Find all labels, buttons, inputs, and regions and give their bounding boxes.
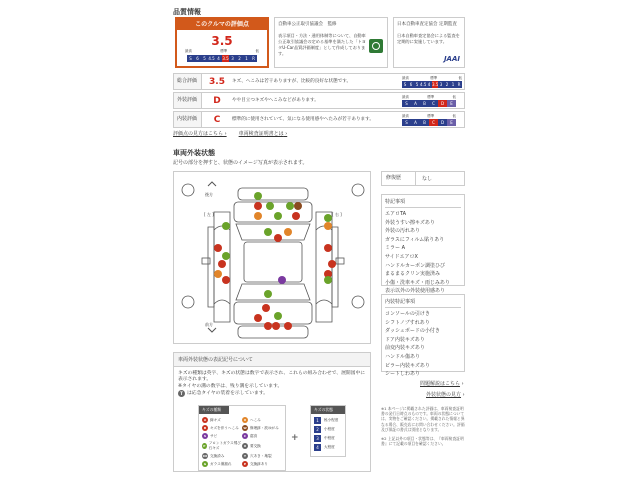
rating-scale-cell: A (411, 119, 420, 126)
kind-legend-dot: B (203, 426, 207, 430)
jaai-audit-box (393, 17, 465, 68)
list-item: ダッシュボードの小付き (385, 328, 440, 335)
kind-legend-dot: S (203, 434, 207, 438)
rating-scale-cell: C (429, 119, 438, 126)
list-item: ガラスにフィルム貼りあり (385, 236, 445, 243)
damage-marker[interactable] (222, 276, 230, 284)
damage-marker[interactable] (324, 222, 332, 230)
badge-scale-cell: 5 (201, 55, 208, 62)
kind-legend-item (202, 417, 242, 423)
kind-legend-item (202, 453, 242, 459)
damage-marker[interactable] (214, 244, 222, 252)
damage-marker[interactable] (284, 322, 292, 330)
kind-legend-label: へこみ (250, 417, 261, 422)
rating-scale-cell: E (447, 100, 456, 107)
spare-tire-icon: T (178, 390, 185, 397)
state-legend-label: 小程度 (324, 427, 335, 431)
scale-label-low: 低 (458, 75, 462, 80)
exterior-subtitle: 記号の部分を押すと、状態のイメージ写真が表示されます。 (173, 160, 308, 166)
interior-items-box (381, 294, 465, 378)
state-legend-item (314, 435, 342, 442)
rating-scale-cell: B (420, 100, 429, 107)
rating-text: 標準的に使用されていて、気になる使用感やへたみが若干あります。 (232, 116, 374, 122)
rating-scale-cell: 6 (409, 81, 413, 87)
kind-legend-dot: P (203, 444, 206, 448)
badge-scale-cell: R (250, 55, 257, 62)
rating-scale (402, 119, 464, 126)
kind-legend-item (242, 441, 282, 451)
ratings-table (173, 73, 465, 130)
legend-text-1: キズの種類は英字、キズの状態は数字で表示され、これらの組み合わせで、展開図中に表示されます。 (178, 371, 366, 383)
list-item: ミラー A (385, 245, 406, 252)
kind-legend-item (242, 461, 282, 467)
inspector-link[interactable]: 車両検査証明書とは › (238, 131, 288, 137)
damage-marker[interactable] (264, 228, 272, 236)
kind-legend-label: ガラス傷割れ (210, 461, 232, 466)
damage-marker[interactable] (274, 234, 282, 242)
state-legend-title: キズの状態 (311, 406, 345, 414)
scale-label-std: 標準 (430, 75, 438, 80)
state-legend-label: 中程度 (324, 436, 335, 440)
interior-items-title: 内装特記事項 (385, 298, 461, 308)
rating-scale-cell: C (429, 100, 438, 107)
damage-marker[interactable] (254, 192, 262, 200)
rating-scale (402, 81, 464, 88)
damage-marker[interactable] (294, 202, 302, 210)
list-item: 外装の汚れあり (385, 228, 421, 235)
list-item: ドア内装キズあり (385, 336, 425, 343)
kind-legend-label: 線キズ (210, 417, 221, 422)
rating-scale-cell: R (457, 81, 461, 87)
rating-label: 外装評価 (174, 93, 202, 108)
damage-marker[interactable] (254, 212, 262, 220)
badge-label-low: 低 (255, 49, 259, 53)
kind-legend-dot: X (243, 444, 247, 448)
rating-scale-cell: 1 (451, 81, 455, 87)
rating-scale-cell: 3.5 (432, 81, 439, 87)
car-outline (174, 172, 372, 345)
damage-marker[interactable] (254, 314, 262, 322)
special-items-box (381, 194, 465, 295)
state-legend-item (314, 426, 342, 433)
rating-scale-cell: D (438, 119, 447, 126)
kind-legend-item (242, 433, 282, 439)
repair-history (381, 171, 465, 186)
kind-legend-label: 要交換 (250, 443, 261, 448)
kind-legend-dot: U (243, 418, 247, 422)
legend-box (173, 352, 371, 472)
kind-legend-dot: G (203, 462, 207, 466)
list-item: 前変内装キズあり (385, 345, 425, 352)
rating-scale-cell: 2 (445, 81, 449, 87)
state-legend-num: 4 (314, 444, 321, 451)
damage-marker[interactable] (222, 252, 230, 260)
kind-legend-item (202, 441, 242, 451)
badge-scale-cell: 3.5 (222, 56, 229, 61)
rating-scale-cell: B (420, 119, 429, 126)
scale-label-std: 標準 (427, 113, 435, 118)
legend-text-2: ※タイヤの溝の数字は、残り溝を示しています。 (178, 383, 283, 389)
state-legend (310, 405, 346, 457)
kind-legend-dot: Y (243, 454, 247, 458)
scale-label-std: 標準 (427, 94, 435, 99)
rating-scale-cell: E (447, 119, 456, 126)
repair-label: 修復歴 (382, 172, 416, 185)
kind-legend-label: 腐食 (250, 433, 258, 438)
rating-scale-cell: D (438, 100, 447, 107)
plus-icon: + (291, 433, 299, 443)
damage-marker[interactable] (266, 202, 274, 210)
note-2: ※2 上記以外の項目・状態等は、『車両検査証明書』にて記載の項目を確認ください。 (381, 436, 464, 447)
list-item: エアロTA (385, 211, 407, 217)
kind-legend-label: 交換済み (210, 453, 225, 458)
rating-label: 総合評価 (174, 74, 202, 89)
scale-label-best: 最高 (402, 75, 409, 80)
damage-marker[interactable] (324, 276, 332, 284)
jaai-seal-icon (369, 39, 383, 53)
eval-badge-title: このクルマの評価点 (177, 19, 267, 30)
rating-scale-cell: S (402, 100, 411, 107)
rating-grade: C (213, 114, 221, 125)
list-item: 表示以外の外装使用感あり (385, 288, 446, 295)
kind-legend-dot: W (243, 426, 247, 430)
rating-scale-cell: A (411, 100, 420, 107)
list-item: コンソールの引けき (385, 311, 430, 317)
kind-legend-title: キズの種類 (199, 406, 229, 414)
list-item: サイドエアロX (385, 253, 418, 260)
badge-scale-cell: 2 (236, 55, 243, 62)
state-legend-label: 大程度 (324, 445, 335, 449)
special-items-title: 特記事項 (385, 198, 461, 208)
badge-label-std: 標準 (220, 49, 228, 53)
state-legend-num: 3 (314, 435, 321, 442)
badge-scale-cell: 6 (194, 55, 201, 62)
label-rear: 後方 (205, 192, 213, 197)
kind-legend-label: 修理跡・波ゆがみ (250, 425, 279, 430)
legend-text-3: は応急タイヤの装着を示しています。 (187, 390, 269, 396)
scale-label-best: 最高 (402, 113, 409, 118)
badge-scale-cell: 1 (243, 55, 250, 62)
state-legend-num: 2 (314, 426, 321, 433)
kind-legend-label: 交換跡あり (250, 461, 268, 466)
scale-label-best: 最高 (402, 94, 409, 99)
kind-legend-item (202, 461, 242, 467)
label-right: [ 右 ] (332, 212, 342, 217)
damage-marker[interactable] (218, 260, 226, 268)
rating-grade: D (213, 95, 221, 106)
label-left: [ 左 ] (204, 212, 214, 217)
state-legend-item (314, 417, 342, 424)
kind-legend-item (242, 417, 282, 423)
jaai-org-box (274, 17, 388, 68)
kind-legend-label: 穴あき・亀裂 (250, 453, 272, 458)
label-front: 前方 (205, 322, 213, 327)
kind-legend-dot: A (203, 418, 207, 422)
damage-marker[interactable] (264, 290, 272, 298)
note-1: ※1 本ページに掲載された評価は、車両検査証明書の発行日時点のものです。車両の状態については、実物をご確認ください。掲載された情報と異なる場合、販売店にお問い合わせください。評価及び保証の書式は別途となります。 (381, 406, 465, 432)
jaai-org-title: 自動車公正取引協議会 監修 (278, 22, 337, 27)
scale-label-low: 低 (452, 113, 456, 118)
list-item: ハンドルカーボン調塗ひび (385, 262, 446, 269)
badge-scale-cell: S (187, 55, 194, 62)
repair-value: なし (422, 176, 433, 182)
kind-legend-label: サビ (210, 433, 218, 438)
kind-legend-item (242, 453, 282, 459)
damage-marker[interactable] (274, 212, 282, 220)
rating-scale (402, 100, 464, 107)
state-legend-label: 極小程度 (324, 418, 339, 422)
list-item: ピラー内装キズあり (385, 362, 430, 369)
damage-marker[interactable] (254, 202, 262, 210)
rating-text: キズ、へこみは若干ありますが、比較的良好な状態です。 (232, 78, 352, 84)
rating-row (173, 111, 465, 128)
damage-marker[interactable] (324, 244, 332, 252)
jaai-org-text: 表示項目・方法・通用体制等について、自動車公正取引協議会の定める基準を満たした「トヨタU-Car品質評価制度」として作成しております。 (278, 33, 366, 56)
badge-scale-cell: 3 (229, 55, 236, 62)
jaai-audit-text: 日本自動車査定協会による監査を定期的に実施しています。 (397, 33, 460, 44)
quality-section-title: 品質情報 (173, 8, 201, 16)
eval-badge-score: 3.5 (211, 34, 233, 48)
kind-legend-label: フロントガラス飛び石キズ (208, 441, 241, 450)
eval-guide-link[interactable]: 評価点の見方はこちら › (173, 131, 227, 137)
rating-scale-cell: 3 (439, 81, 443, 87)
rating-label: 内装評価 (174, 112, 202, 127)
damage-marker[interactable] (264, 322, 272, 330)
damage-marker[interactable] (278, 276, 286, 284)
notes (381, 406, 467, 446)
rating-row (173, 73, 465, 90)
damage-marker[interactable] (274, 312, 282, 320)
eval-badge (175, 17, 269, 68)
list-item: シートしわあり (385, 371, 421, 378)
jaai-audit-title: 日本自動車査定協会 定期監査 (397, 22, 457, 27)
legend-title: 車両外装状態の表記記号について (174, 353, 370, 367)
damage-marker[interactable] (328, 260, 336, 268)
badge-scale-cell: 4.5 (208, 56, 215, 61)
kind-legend-label: キズを伴うへこみ (210, 425, 239, 430)
rating-text: やや目立つキズやへこみなどがあります。 (232, 97, 319, 103)
rating-scale-cell: 5 (415, 81, 419, 87)
list-item: 外装うすい擦キズあり (385, 219, 435, 226)
damage-marker[interactable] (262, 304, 270, 312)
scale-label-low: 低 (452, 94, 456, 99)
rating-grade: 3.5 (209, 76, 225, 87)
kind-legend (198, 405, 286, 471)
condition-link[interactable]: 問題解説はこちら › (420, 381, 464, 387)
kind-legend-item (202, 433, 242, 439)
rating-scale-cell: S (403, 81, 407, 87)
kind-legend-item (202, 425, 242, 431)
damage-marker[interactable] (292, 212, 300, 220)
kind-legend-dot: C (243, 434, 247, 438)
list-item: 小傷・洗車キズ・雨じみあり (385, 279, 450, 286)
damage-marker[interactable] (286, 202, 294, 210)
list-item: まるまるクリン実施済み (385, 271, 441, 278)
kind-legend-dot: E (243, 462, 247, 466)
rating-scale-cell: 4.5 (420, 81, 427, 87)
kind-legend-dot: XX (202, 454, 208, 458)
damage-marker[interactable] (272, 322, 280, 330)
list-item: シフトノブすれあり (385, 319, 430, 326)
kind-legend-item (242, 425, 282, 431)
damage-marker[interactable] (284, 228, 292, 236)
damage-marker[interactable] (324, 214, 332, 222)
car-diagram (173, 171, 371, 344)
damage-marker[interactable] (222, 222, 230, 230)
badge-score-scale (177, 55, 267, 62)
exterior-guide-link[interactable]: 外装状態の見方 › (426, 392, 465, 398)
state-legend-item (314, 444, 342, 451)
damage-marker[interactable] (214, 270, 222, 278)
list-item: ハンドル傷あり (385, 353, 421, 360)
rating-scale-cell: 4 (427, 81, 431, 87)
rating-row (173, 92, 465, 109)
badge-scale-cell: 4 (215, 55, 222, 62)
exterior-section-title: 車両外装状態 (173, 149, 215, 157)
badge-label-best: 最高 (185, 49, 192, 53)
rating-scale-cell: S (402, 119, 411, 126)
state-legend-num: 1 (314, 417, 321, 424)
jaai-logo: JAAI (443, 55, 460, 63)
